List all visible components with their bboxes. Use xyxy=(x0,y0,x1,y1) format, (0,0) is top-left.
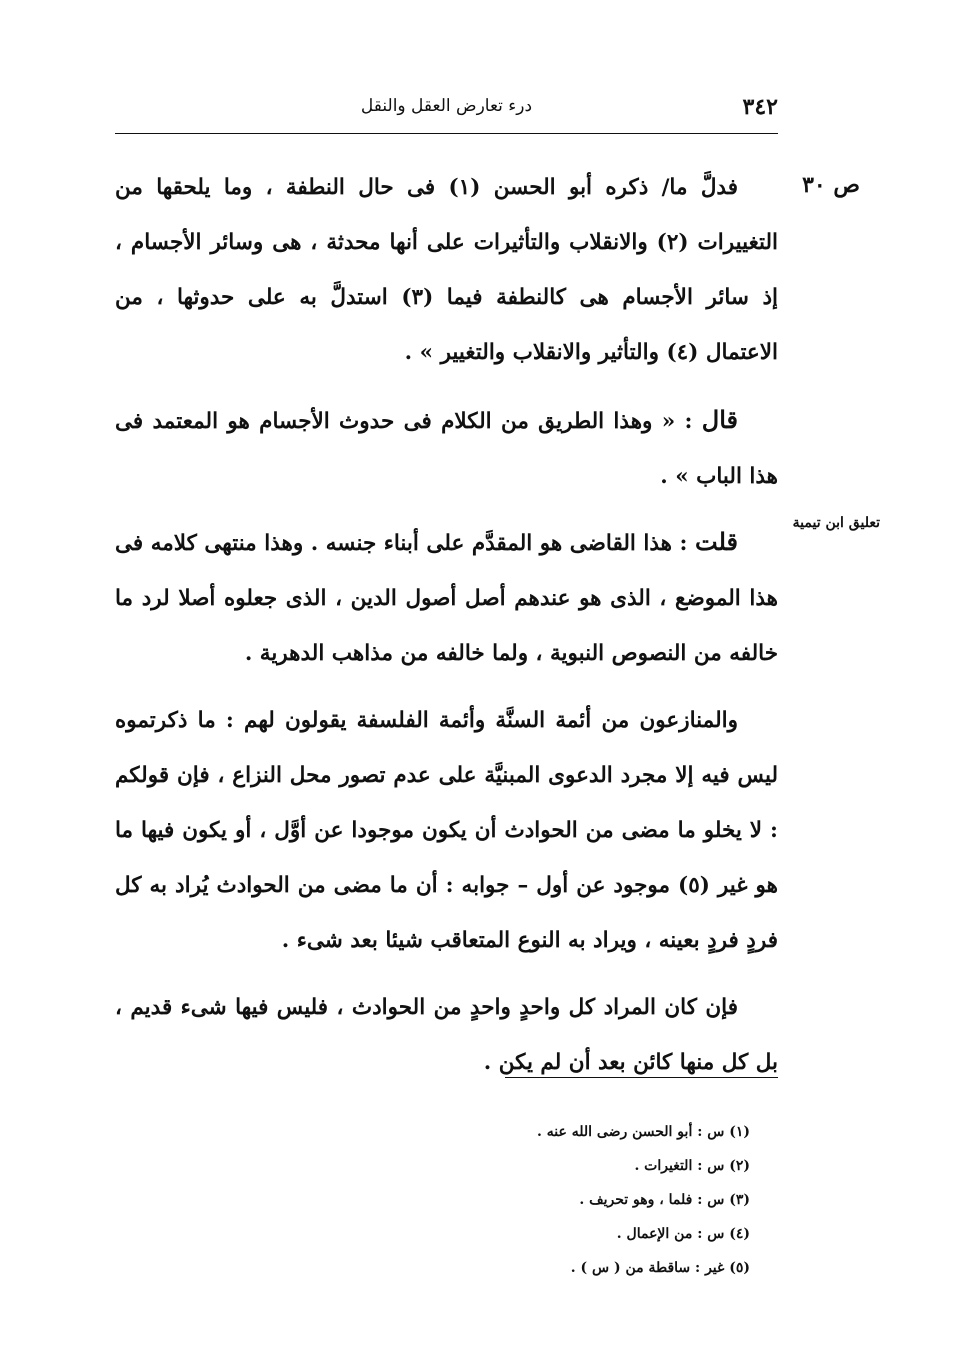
paragraph-1 xyxy=(115,160,778,380)
running-title: درء تعارض العقل والنقل xyxy=(360,96,533,116)
paragraph-text: : « وهذا الطريق من الكلام فى حدوث الأجسام هو المعتمد فى هذا الباب » . xyxy=(115,409,778,489)
paragraph-text: : هذا القاضى هو المقدَّم على أبناء جنسه . وهذا منتهى كلامه فى هذا الموضع ، الذى هو عندهم أصل أصول الدين ، الذى جعلوه أصلا لرد ما خالفه من النصوص النبوية ، ولما خالفه من مذاهب الدهرية . xyxy=(115,531,778,666)
margin-section-note: تعليق ابن تيمية xyxy=(792,515,880,531)
footnote-5: (٥) غير : ساقطة من ( س ) . xyxy=(570,1260,750,1276)
page-header xyxy=(115,92,778,128)
body-text xyxy=(115,160,778,1102)
header-rule xyxy=(115,133,778,134)
paragraph-5 xyxy=(115,980,778,1090)
footnote-1: (١) س : أبو الحسن رضى الله عنه . xyxy=(537,1124,750,1140)
footnotes xyxy=(380,1115,750,1285)
paragraph-lead-word: قلت xyxy=(695,527,738,556)
paragraph-2 xyxy=(115,392,778,504)
page-number: ٣٤٢ xyxy=(742,94,778,120)
paragraph-text: فإن كان المراد كل واحدٍ واحدٍ من الحوادث ، فليس فيها شىء قديم ، بل كل منها كائن بعد أن لم يكن . xyxy=(115,995,778,1075)
margin-reference: ص ٣٠ xyxy=(802,172,860,198)
footnote-3: (٣) س : فلما ، وهو تحريف . xyxy=(579,1192,750,1208)
footnote-4: (٤) س : من الإعمال . xyxy=(616,1226,750,1242)
paragraph-3 xyxy=(115,514,778,681)
paragraph-lead-word: قال xyxy=(701,405,738,434)
paragraph-text: فدلَّ ما/ ذكره أبو الحسن (١) فى حال النطفة ، وما يلحقها من التغييرات (٢) والانقلاب والتأثيرات على أنها محدثة ، هى وسائر الأجسام ، إذ سائر الأجسام هى كالنطفة فيما (٣) استدلَّ به على حدوثها ، من الاعتمال (٤) والتأثير والانقلاب والتغيير » . xyxy=(115,175,778,365)
footnote-2: (٢) س : التغيرات . xyxy=(634,1158,750,1174)
paragraph-4 xyxy=(115,693,778,968)
paragraph-text: والمنازعون من أئمة السنَّة وأئمة الفلسفة يقولون لهم : ما ذكرتموه ليس فيه إلا مجرد الدعوى المبنيَّة على عدم تصور محل النزاع ، فإن قولكم : لا يخلو ما مضى من الحوادث أن يكون موجودا عن أوَّل ، أو يكون فيها ما هو غير (٥) موجود عن أول – جوابه : أن ما مضى من الحوادث يُراد به كل فردٍ فردٍ بعينه ، ويراد به النوع المتعاقب شيئا بعد شىء . xyxy=(115,708,778,953)
footnote-rule xyxy=(505,1077,778,1078)
